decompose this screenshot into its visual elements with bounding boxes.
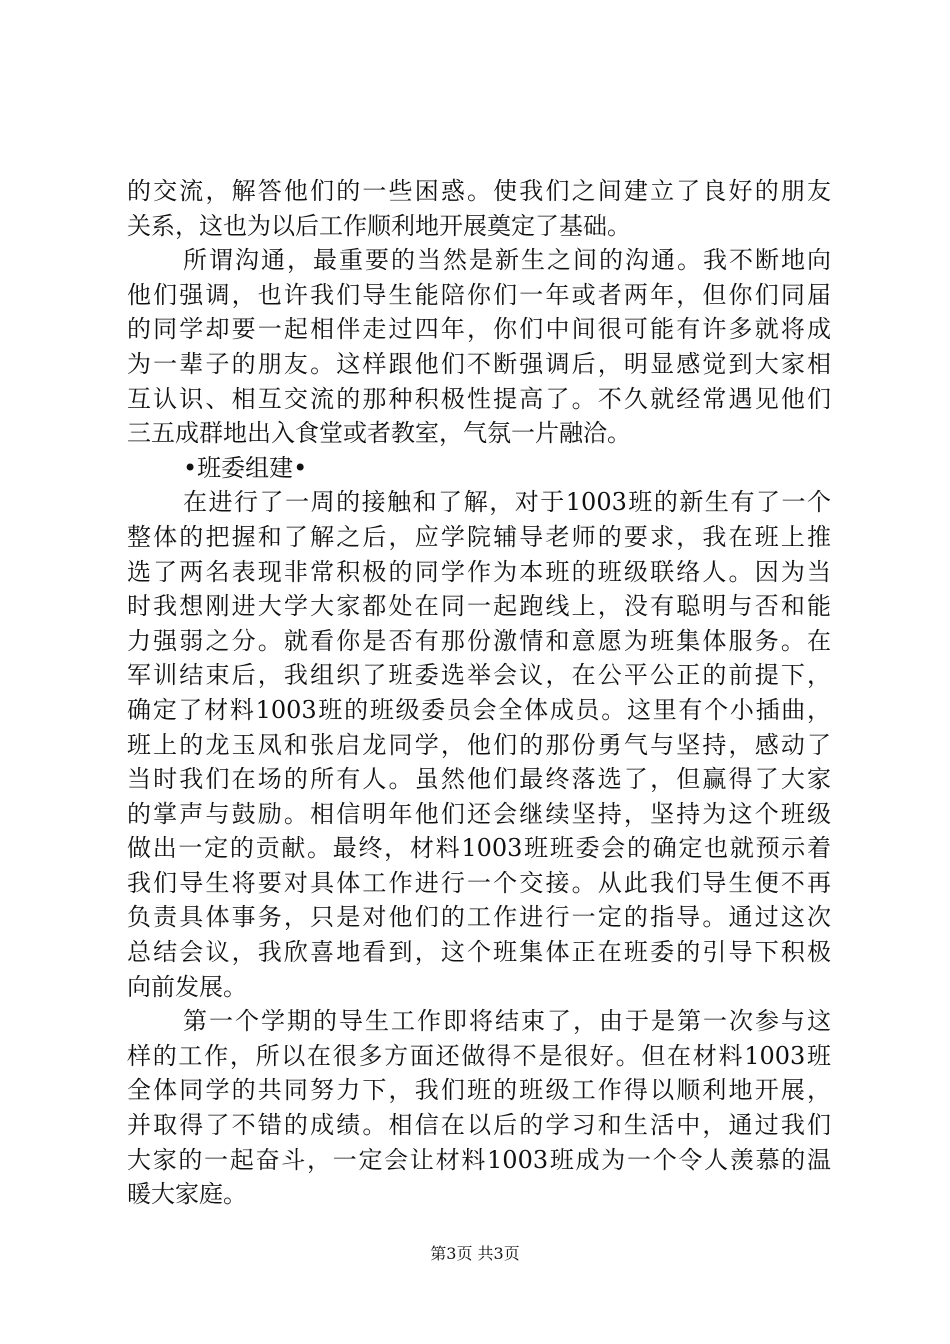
document-body (127, 174, 831, 1212)
text-line: 关系，这也为以后工作顺利地开展奠定了基础。 (127, 211, 631, 240)
text-line: 向前发展。 (127, 972, 247, 1001)
paragraph (127, 243, 831, 451)
text-line: 他们强调，也许我们导生能陪你们一年或者两年，但你们同届 (127, 280, 831, 309)
text-line: 班上的龙玉凤和张启龙同学，他们的那份勇气与坚持，感动了 (127, 730, 831, 759)
text-line: 我们导生将要对具体工作进行一个交接。从此我们导生便不再 (127, 868, 831, 897)
text-line: 互认识、相互交流的那种积极性提高了。不久就经常遇见他们 (127, 384, 831, 413)
text-line: 所谓沟通，最重要的当然是新生之间的沟通。我不断地向 (183, 246, 831, 275)
text-line: 军训结束后，我组织了班委选举会议，在公平公正的前提下， (127, 661, 831, 690)
section-heading-text: •班委组建• (183, 453, 308, 482)
paragraph (127, 174, 831, 243)
text-line: 样的工作，所以在很多方面还做得不是很好。但在材料1003班 (127, 1041, 831, 1070)
text-line: 大家的一起奋斗，一定会让材料1003班成为一个令人羡慕的温 (127, 1145, 831, 1174)
text-line: 总结会议，我欣喜地看到，这个班集体正在班委的引导下积极 (127, 938, 831, 967)
paragraph (127, 485, 831, 1004)
text-line: 做出一定的贡献。最终，材料1003班班委会的确定也就预示着 (127, 834, 831, 863)
text-line: 在进行了一周的接触和了解，对于1003班的新生有了一个 (183, 488, 831, 517)
section-heading (127, 451, 831, 486)
text-line: 整体的把握和了解之后，应学院辅导老师的要求，我在班上推 (127, 522, 831, 551)
text-line: 力强弱之分。就看你是否有那份激情和意愿为班集体服务。在 (127, 626, 831, 655)
page-number: 第3页 共3页 (430, 1244, 520, 1263)
text-line: 的掌声与鼓励。相信明年他们还会继续坚持，坚持为这个班级 (127, 799, 831, 828)
text-line: 为一辈子的朋友。这样跟他们不断强调后，明显感觉到大家相 (127, 349, 831, 378)
text-line: 三五成群地出入食堂或者教室，气氛一片融洽。 (127, 419, 631, 448)
text-line: 全体同学的共同努力下，我们班的班级工作得以顺利地开展， (127, 1076, 831, 1105)
text-line: 确定了材料1003班的班级委员会全体成员。这里有个小插曲， (127, 695, 831, 724)
text-line: 选了两名表现非常积极的同学作为本班的班级联络人。因为当 (127, 557, 831, 586)
text-line: 当时我们在场的所有人。虽然他们最终落选了，但赢得了大家 (127, 765, 831, 794)
text-line: 暖大家庭。 (127, 1180, 247, 1209)
text-line: 并取得了不错的成绩。相信在以后的学习和生活中，通过我们 (127, 1111, 831, 1140)
text-line: 时我想刚进大学大家都处在同一起跑线上，没有聪明与否和能 (127, 592, 831, 621)
text-line: 的同学却要一起相伴走过四年，你们中间很可能有许多就将成 (127, 315, 831, 344)
text-line: 的交流，解答他们的一些困惑。使我们之间建立了良好的朋友 (127, 177, 831, 205)
text-line: 第一个学期的导生工作即将结束了，由于是第一次参与这 (183, 1007, 831, 1036)
text-line: 负责具体事务，只是对他们的工作进行一定的指导。通过这次 (127, 903, 831, 932)
paragraph (127, 1004, 831, 1212)
page-footer (0, 1244, 950, 1264)
